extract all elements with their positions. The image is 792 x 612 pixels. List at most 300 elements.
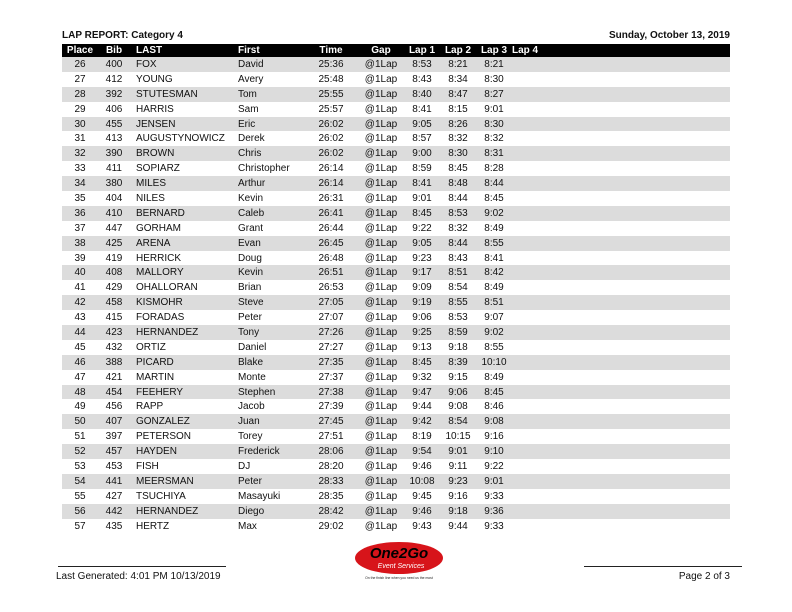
- cell-lap2: 8:15: [440, 102, 476, 117]
- cell-last: GORHAM: [130, 221, 236, 236]
- cell-last: HERNANDEZ: [130, 504, 236, 519]
- cell-place: 41: [62, 280, 98, 295]
- cell-lap3: 8:27: [476, 87, 512, 102]
- cell-last: BROWN: [130, 146, 236, 161]
- cell-lap3: 8:28: [476, 161, 512, 176]
- table-row: [62, 519, 730, 534]
- cell-first: Tony: [236, 325, 304, 340]
- cell-first: Daniel: [236, 340, 304, 355]
- table-row: [62, 370, 730, 385]
- report-title: LAP REPORT: Category 4: [62, 30, 183, 41]
- cell-lap4: [512, 206, 730, 221]
- cell-lap4: [512, 429, 730, 444]
- cell-lap2: 8:32: [440, 221, 476, 236]
- cell-gap: @1Lap: [358, 131, 404, 146]
- cell-lap1: 8:45: [404, 206, 440, 221]
- cell-place: 38: [62, 236, 98, 251]
- cell-bib: 435: [98, 519, 130, 534]
- one2go-logo-graphic: [353, 541, 445, 581]
- cell-lap3: 8:55: [476, 236, 512, 251]
- footer-rule-right: [584, 566, 742, 567]
- cell-bib: 425: [98, 236, 130, 251]
- cell-bib: 429: [98, 280, 130, 295]
- table-row: [62, 310, 730, 325]
- cell-lap4: [512, 117, 730, 132]
- cell-time: 26:44: [304, 221, 358, 236]
- cell-lap3: 8:49: [476, 280, 512, 295]
- cell-lap2: 8:45: [440, 161, 476, 176]
- cell-lap1: 9:25: [404, 325, 440, 340]
- cell-lap1: 8:19: [404, 429, 440, 444]
- cell-gap: @1Lap: [358, 519, 404, 534]
- cell-lap3: 8:51: [476, 295, 512, 310]
- cell-last: NILES: [130, 191, 236, 206]
- cell-time: 26:45: [304, 236, 358, 251]
- cell-last: MARTIN: [130, 370, 236, 385]
- table-row: [62, 474, 730, 489]
- cell-lap3: 8:41: [476, 251, 512, 266]
- report-date: Sunday, October 13, 2019: [609, 30, 730, 41]
- cell-gap: @1Lap: [358, 295, 404, 310]
- cell-lap1: 9:05: [404, 236, 440, 251]
- logo-subtitle: Event Services: [377, 563, 425, 570]
- table-row: [62, 459, 730, 474]
- cell-lap3: 8:46: [476, 399, 512, 414]
- cell-time: 26:02: [304, 117, 358, 132]
- cell-first: DJ: [236, 459, 304, 474]
- cell-gap: @1Lap: [358, 459, 404, 474]
- cell-time: 26:53: [304, 280, 358, 295]
- cell-lap1: 9:17: [404, 265, 440, 280]
- logo-tagline: On the finish line when you need us the most: [365, 576, 433, 580]
- cell-lap4: [512, 280, 730, 295]
- last-generated: Last Generated: 4:01 PM 10/13/2019: [56, 571, 221, 582]
- table-row: [62, 72, 730, 87]
- cell-lap1: 9:47: [404, 385, 440, 400]
- cell-lap1: 9:05: [404, 117, 440, 132]
- cell-place: 33: [62, 161, 98, 176]
- cell-lap4: [512, 161, 730, 176]
- cell-lap1: 9:46: [404, 459, 440, 474]
- cell-lap1: 9:01: [404, 191, 440, 206]
- cell-place: 29: [62, 102, 98, 117]
- cell-place: 27: [62, 72, 98, 87]
- cell-lap4: [512, 265, 730, 280]
- cell-lap2: 8:30: [440, 146, 476, 161]
- cell-last: ORTIZ: [130, 340, 236, 355]
- cell-time: 25:57: [304, 102, 358, 117]
- cell-first: Jacob: [236, 399, 304, 414]
- col-header-lap3: Lap 3: [476, 44, 512, 57]
- cell-lap1: 8:43: [404, 72, 440, 87]
- table-row: [62, 325, 730, 340]
- cell-last: SOPIARZ: [130, 161, 236, 176]
- cell-time: 28:33: [304, 474, 358, 489]
- cell-last: YOUNG: [130, 72, 236, 87]
- cell-place: 47: [62, 370, 98, 385]
- cell-place: 35: [62, 191, 98, 206]
- cell-time: 25:48: [304, 72, 358, 87]
- cell-lap2: 8:44: [440, 191, 476, 206]
- cell-bib: 432: [98, 340, 130, 355]
- cell-place: 31: [62, 131, 98, 146]
- cell-first: Arthur: [236, 176, 304, 191]
- cell-first: Tom: [236, 87, 304, 102]
- cell-time: 27:26: [304, 325, 358, 340]
- cell-place: 37: [62, 221, 98, 236]
- cell-lap1: 9:45: [404, 489, 440, 504]
- cell-lap3: 9:07: [476, 310, 512, 325]
- cell-lap2: 8:51: [440, 265, 476, 280]
- cell-time: 28:20: [304, 459, 358, 474]
- cell-time: 26:48: [304, 251, 358, 266]
- cell-gap: @1Lap: [358, 265, 404, 280]
- cell-bib: 408: [98, 265, 130, 280]
- cell-lap3: 9:36: [476, 504, 512, 519]
- cell-bib: 412: [98, 72, 130, 87]
- cell-place: 43: [62, 310, 98, 325]
- cell-time: 29:02: [304, 519, 358, 534]
- cell-time: 26:14: [304, 161, 358, 176]
- cell-first: Steve: [236, 295, 304, 310]
- cell-place: 36: [62, 206, 98, 221]
- cell-gap: @1Lap: [358, 325, 404, 340]
- cell-bib: 397: [98, 429, 130, 444]
- cell-lap4: [512, 355, 730, 370]
- cell-last: FISH: [130, 459, 236, 474]
- cell-first: Max: [236, 519, 304, 534]
- cell-gap: @1Lap: [358, 504, 404, 519]
- cell-lap2: 9:08: [440, 399, 476, 414]
- cell-place: 52: [62, 444, 98, 459]
- table-row: [62, 146, 730, 161]
- cell-lap3: 9:33: [476, 489, 512, 504]
- cell-bib: 421: [98, 370, 130, 385]
- cell-place: 32: [62, 146, 98, 161]
- table-row: [62, 57, 730, 72]
- cell-time: 28:42: [304, 504, 358, 519]
- cell-gap: @1Lap: [358, 251, 404, 266]
- cell-lap4: [512, 474, 730, 489]
- cell-last: MEERSMAN: [130, 474, 236, 489]
- cell-first: Chris: [236, 146, 304, 161]
- cell-lap2: 8:55: [440, 295, 476, 310]
- cell-time: 27:35: [304, 355, 358, 370]
- cell-bib: 456: [98, 399, 130, 414]
- col-header-time: Time: [304, 44, 358, 57]
- cell-gap: @1Lap: [358, 310, 404, 325]
- cell-lap3: 8:45: [476, 191, 512, 206]
- cell-first: Grant: [236, 221, 304, 236]
- cell-lap4: [512, 325, 730, 340]
- cell-lap2: 9:11: [440, 459, 476, 474]
- col-header-place: Place: [62, 44, 98, 57]
- table-row: [62, 399, 730, 414]
- cell-gap: @1Lap: [358, 370, 404, 385]
- cell-lap4: [512, 310, 730, 325]
- cell-lap2: 9:16: [440, 489, 476, 504]
- cell-bib: 400: [98, 57, 130, 72]
- cell-time: 27:39: [304, 399, 358, 414]
- col-header-gap: Gap: [358, 44, 404, 57]
- cell-time: 25:36: [304, 57, 358, 72]
- cell-time: 27:37: [304, 370, 358, 385]
- cell-place: 49: [62, 399, 98, 414]
- cell-lap2: 8:53: [440, 310, 476, 325]
- cell-last: AUGUSTYNOWICZ: [130, 131, 236, 146]
- cell-last: GONZALEZ: [130, 414, 236, 429]
- cell-lap3: 9:02: [476, 325, 512, 340]
- cell-lap1: 8:53: [404, 57, 440, 72]
- cell-last: JENSEN: [130, 117, 236, 132]
- cell-first: Blake: [236, 355, 304, 370]
- cell-lap2: 9:15: [440, 370, 476, 385]
- cell-last: HERTZ: [130, 519, 236, 534]
- cell-lap4: [512, 57, 730, 72]
- cell-lap2: 8:48: [440, 176, 476, 191]
- cell-place: 28: [62, 87, 98, 102]
- cell-lap1: 9:19: [404, 295, 440, 310]
- cell-first: Caleb: [236, 206, 304, 221]
- table-row: [62, 504, 730, 519]
- cell-lap1: 9:46: [404, 504, 440, 519]
- table-row: [62, 295, 730, 310]
- cell-place: 55: [62, 489, 98, 504]
- cell-last: MILES: [130, 176, 236, 191]
- cell-first: Masayuki: [236, 489, 304, 504]
- table-row: [62, 265, 730, 280]
- cell-gap: @1Lap: [358, 102, 404, 117]
- table-row: [62, 355, 730, 370]
- cell-last: HERRICK: [130, 251, 236, 266]
- cell-first: Torey: [236, 429, 304, 444]
- cell-gap: @1Lap: [358, 444, 404, 459]
- cell-lap4: [512, 191, 730, 206]
- cell-lap3: 9:02: [476, 206, 512, 221]
- cell-first: David: [236, 57, 304, 72]
- cell-bib: 453: [98, 459, 130, 474]
- cell-bib: 404: [98, 191, 130, 206]
- cell-lap4: [512, 131, 730, 146]
- cell-lap3: 8:49: [476, 221, 512, 236]
- table-row: [62, 236, 730, 251]
- footer-rule-left: [58, 566, 226, 567]
- col-header-bib: Bib: [98, 44, 130, 57]
- cell-place: 57: [62, 519, 98, 534]
- cell-lap1: 9:23: [404, 251, 440, 266]
- cell-first: Avery: [236, 72, 304, 87]
- cell-lap2: 9:44: [440, 519, 476, 534]
- cell-place: 42: [62, 295, 98, 310]
- cell-time: 28:35: [304, 489, 358, 504]
- col-header-lap4: Lap 4: [512, 44, 730, 57]
- table-row: [62, 131, 730, 146]
- cell-gap: @1Lap: [358, 57, 404, 72]
- cell-time: 27:05: [304, 295, 358, 310]
- cell-lap4: [512, 399, 730, 414]
- col-header-lap2: Lap 2: [440, 44, 476, 57]
- cell-first: Monte: [236, 370, 304, 385]
- table-row: [62, 429, 730, 444]
- cell-lap1: 8:40: [404, 87, 440, 102]
- cell-bib: 390: [98, 146, 130, 161]
- cell-place: 34: [62, 176, 98, 191]
- cell-lap4: [512, 295, 730, 310]
- cell-lap4: [512, 385, 730, 400]
- cell-last: OHALLORAN: [130, 280, 236, 295]
- cell-gap: @1Lap: [358, 340, 404, 355]
- table-header: [62, 44, 730, 57]
- cell-first: Brian: [236, 280, 304, 295]
- cell-gap: @1Lap: [358, 414, 404, 429]
- cell-lap3: 9:33: [476, 519, 512, 534]
- cell-lap1: 9:13: [404, 340, 440, 355]
- cell-time: 27:38: [304, 385, 358, 400]
- cell-bib: 411: [98, 161, 130, 176]
- cell-gap: @1Lap: [358, 72, 404, 87]
- cell-time: 27:51: [304, 429, 358, 444]
- cell-first: Christopher: [236, 161, 304, 176]
- cell-first: Peter: [236, 474, 304, 489]
- table-row: [62, 102, 730, 117]
- cell-bib: 457: [98, 444, 130, 459]
- cell-lap2: 8:59: [440, 325, 476, 340]
- results-table: [62, 44, 730, 534]
- cell-gap: @1Lap: [358, 146, 404, 161]
- cell-gap: @1Lap: [358, 117, 404, 132]
- cell-lap4: [512, 87, 730, 102]
- cell-gap: @1Lap: [358, 236, 404, 251]
- cell-bib: 415: [98, 310, 130, 325]
- cell-last: PICARD: [130, 355, 236, 370]
- cell-gap: @1Lap: [358, 355, 404, 370]
- cell-place: 26: [62, 57, 98, 72]
- cell-time: 25:55: [304, 87, 358, 102]
- cell-bib: 410: [98, 206, 130, 221]
- cell-first: Evan: [236, 236, 304, 251]
- cell-bib: 442: [98, 504, 130, 519]
- cell-lap1: 8:41: [404, 102, 440, 117]
- cell-bib: 392: [98, 87, 130, 102]
- cell-time: 26:02: [304, 131, 358, 146]
- cell-lap3: 8:30: [476, 72, 512, 87]
- cell-lap1: 9:43: [404, 519, 440, 534]
- cell-bib: 455: [98, 117, 130, 132]
- cell-lap4: [512, 504, 730, 519]
- cell-lap2: 8:47: [440, 87, 476, 102]
- cell-lap2: 8:32: [440, 131, 476, 146]
- cell-lap4: [512, 370, 730, 385]
- cell-time: 26:31: [304, 191, 358, 206]
- cell-place: 39: [62, 251, 98, 266]
- col-header-last: LAST: [130, 44, 236, 57]
- cell-first: Eric: [236, 117, 304, 132]
- cell-last: RAPP: [130, 399, 236, 414]
- cell-gap: @1Lap: [358, 429, 404, 444]
- cell-lap1: 9:42: [404, 414, 440, 429]
- cell-lap4: [512, 414, 730, 429]
- cell-last: FORADAS: [130, 310, 236, 325]
- cell-lap2: 8:39: [440, 355, 476, 370]
- cell-bib: 441: [98, 474, 130, 489]
- cell-lap4: [512, 221, 730, 236]
- table-row: [62, 251, 730, 266]
- cell-last: ARENA: [130, 236, 236, 251]
- cell-lap4: [512, 146, 730, 161]
- cell-time: 26:41: [304, 206, 358, 221]
- cell-lap1: 9:54: [404, 444, 440, 459]
- table-row: [62, 161, 730, 176]
- cell-lap1: 8:59: [404, 161, 440, 176]
- cell-last: BERNARD: [130, 206, 236, 221]
- cell-lap1: 9:00: [404, 146, 440, 161]
- cell-place: 54: [62, 474, 98, 489]
- cell-lap1: 9:22: [404, 221, 440, 236]
- cell-place: 30: [62, 117, 98, 132]
- table-row: [62, 414, 730, 429]
- cell-lap4: [512, 489, 730, 504]
- cell-bib: 407: [98, 414, 130, 429]
- col-header-first: First: [236, 44, 304, 57]
- cell-gap: @1Lap: [358, 161, 404, 176]
- table-row: [62, 489, 730, 504]
- cell-bib: 419: [98, 251, 130, 266]
- cell-gap: @1Lap: [358, 206, 404, 221]
- cell-lap2: 8:54: [440, 280, 476, 295]
- col-header-lap1: Lap 1: [404, 44, 440, 57]
- cell-lap4: [512, 340, 730, 355]
- cell-first: Juan: [236, 414, 304, 429]
- cell-place: 46: [62, 355, 98, 370]
- table-body: [62, 57, 730, 534]
- cell-lap4: [512, 102, 730, 117]
- cell-gap: @1Lap: [358, 280, 404, 295]
- cell-lap2: 9:18: [440, 340, 476, 355]
- table-row: [62, 206, 730, 221]
- cell-first: Peter: [236, 310, 304, 325]
- cell-gap: @1Lap: [358, 489, 404, 504]
- cell-lap3: 8:55: [476, 340, 512, 355]
- cell-bib: 447: [98, 221, 130, 236]
- cell-last: STUTESMAN: [130, 87, 236, 102]
- page-number: Page 2 of 3: [678, 571, 730, 582]
- cell-lap3: 8:42: [476, 265, 512, 280]
- table-row: [62, 444, 730, 459]
- cell-lap2: 8:54: [440, 414, 476, 429]
- cell-lap2: 9:01: [440, 444, 476, 459]
- cell-bib: 406: [98, 102, 130, 117]
- cell-lap2: 8:34: [440, 72, 476, 87]
- table-row: [62, 176, 730, 191]
- cell-lap2: 9:23: [440, 474, 476, 489]
- cell-time: 26:51: [304, 265, 358, 280]
- cell-lap1: 9:32: [404, 370, 440, 385]
- cell-place: 50: [62, 414, 98, 429]
- cell-place: 56: [62, 504, 98, 519]
- cell-lap4: [512, 176, 730, 191]
- cell-time: 27:45: [304, 414, 358, 429]
- cell-lap1: 9:06: [404, 310, 440, 325]
- cell-lap1: 10:08: [404, 474, 440, 489]
- cell-bib: 423: [98, 325, 130, 340]
- cell-last: KISMOHR: [130, 295, 236, 310]
- cell-bib: 380: [98, 176, 130, 191]
- cell-time: 26:02: [304, 146, 358, 161]
- cell-lap4: [512, 519, 730, 534]
- cell-lap3: 8:21: [476, 57, 512, 72]
- cell-place: 45: [62, 340, 98, 355]
- cell-lap1: 8:57: [404, 131, 440, 146]
